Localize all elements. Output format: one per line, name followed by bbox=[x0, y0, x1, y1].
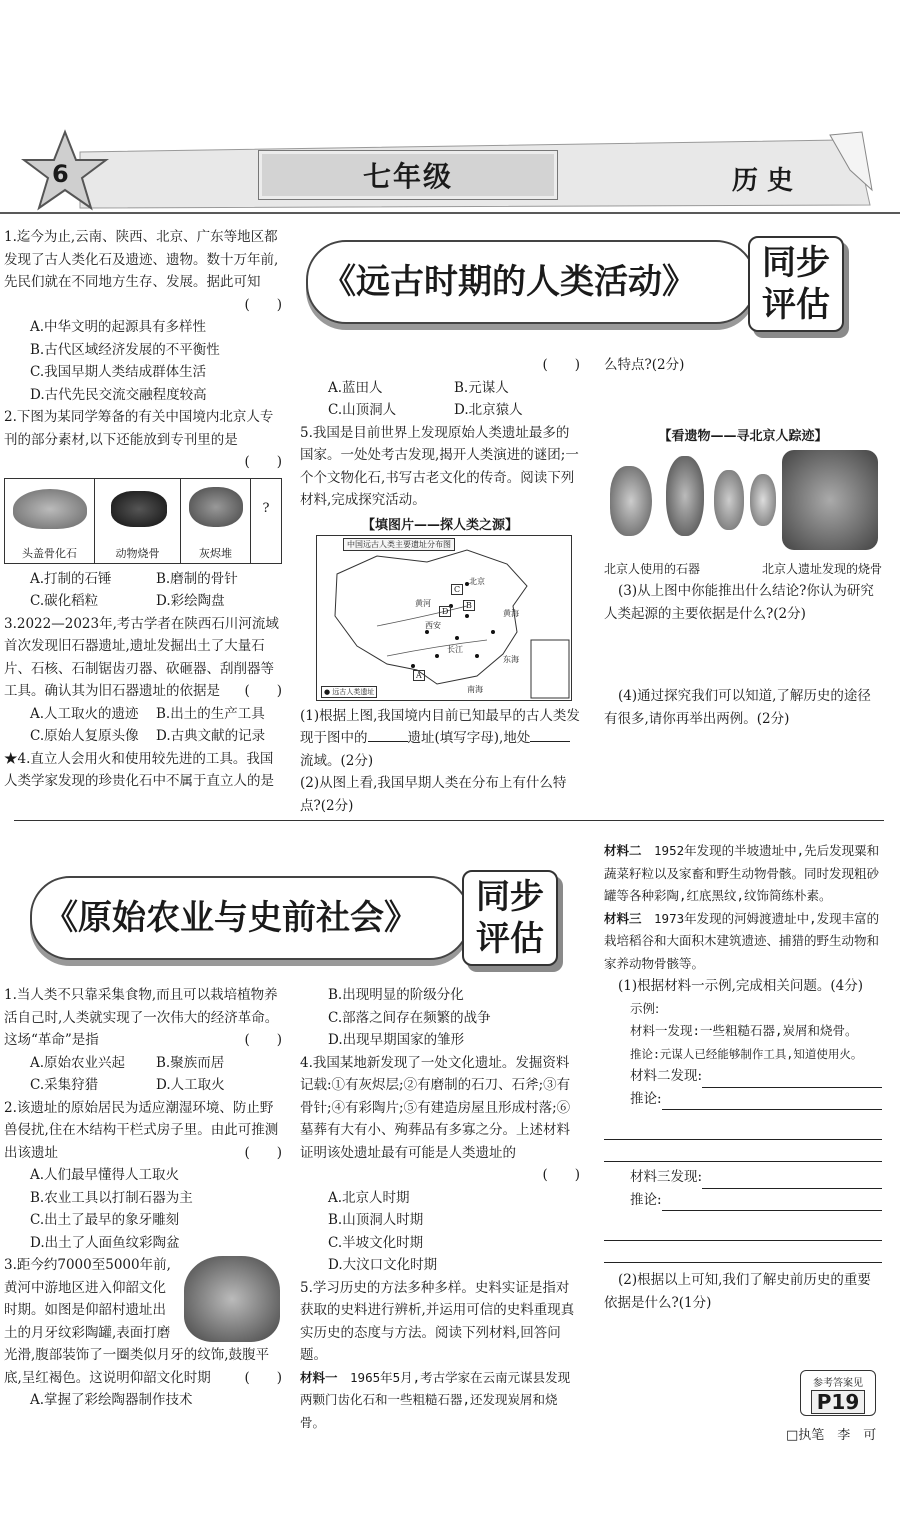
answer-blank[interactable] bbox=[530, 741, 570, 742]
painted-pottery-jar-image bbox=[184, 1256, 280, 1342]
q4-options-row1 bbox=[300, 377, 580, 400]
q2-text: 2.下图为某同学筹备的有关中国境内北京人专刊的部分素材,以下还能放到专刊里的是 bbox=[4, 409, 274, 448]
q2-option-a[interactable]: A.人们最早懂得人工取火 bbox=[30, 1167, 180, 1183]
q5-sub4 bbox=[604, 685, 882, 730]
q1-options-row1 bbox=[4, 1052, 282, 1075]
map-marker-a: A bbox=[413, 670, 425, 681]
map-label-south-sea: 南海 bbox=[467, 684, 483, 694]
question-3 bbox=[4, 1254, 282, 1389]
q2-text: 2.该遗址的原始居民为适应潮湿环境、防止野兽侵扰,住在木结构干栏式房子里。由此可推测出该遗址 bbox=[4, 1099, 279, 1161]
answer-blank[interactable] bbox=[662, 1189, 882, 1212]
answer-blank[interactable] bbox=[662, 1088, 882, 1111]
section-divider bbox=[14, 820, 884, 821]
answer-line[interactable] bbox=[604, 1211, 882, 1241]
section1-title-text: 《远古时期的人类活动》 bbox=[322, 262, 696, 302]
stone-tool-2 bbox=[666, 456, 704, 536]
map-section-head: 【填图片——探人类之源】 bbox=[361, 517, 518, 533]
section2-title-text: 《原始农业与史前社会》 bbox=[44, 898, 418, 938]
artifact-captions bbox=[604, 558, 882, 581]
q2-image-table bbox=[4, 478, 282, 564]
q2-option-d[interactable]: D.彩绘陶盘 bbox=[156, 593, 225, 609]
q5-text: 5.我国是目前世界上发现原始人类遗址最多的国家。一处处考古发现,揭开人类演进的谜团;一个个文物化石,书写古老文化的传奇。阅读下列材料,完成探究活动。 bbox=[300, 424, 579, 508]
question-3 bbox=[4, 613, 282, 703]
map-label-east-sea: 东海 bbox=[503, 654, 519, 664]
page-header bbox=[0, 0, 900, 215]
q3-text: 3.2022—2023年,考古学者在陕西石川河流域首次发现旧石器遗址,遗址发掘出土了大量石片、石核、石制锯齿刃器、砍砸器、刮削器等工具。确认其为旧石器遗址的依据是 bbox=[4, 615, 279, 699]
answer-blank[interactable] bbox=[702, 1065, 882, 1088]
q2-option-c[interactable]: C.碳化稻粒 bbox=[30, 593, 99, 609]
map-title: 中国远古人类主要遗址分布图 bbox=[343, 538, 455, 551]
burnt-bone-photo bbox=[782, 450, 878, 550]
sub3-text: (3)从上图中你能推出什么结论?你认为研究人类起源的主要依据是什么?(2分) bbox=[604, 583, 874, 622]
artifact-images bbox=[604, 450, 882, 558]
subject-label: 历 史 bbox=[732, 166, 794, 196]
answer-paren[interactable]: ( ) bbox=[244, 683, 282, 699]
grade-label: 七年级 bbox=[362, 160, 453, 193]
section1-column1 bbox=[4, 226, 282, 793]
q1-option-c[interactable]: C.采集狩猎 bbox=[30, 1077, 99, 1093]
caption: 动物烧骨 bbox=[115, 546, 160, 560]
caption: 头盖骨化石 bbox=[22, 546, 77, 560]
section1-column2 bbox=[300, 354, 580, 814]
answer-blank[interactable] bbox=[702, 1166, 882, 1189]
answer-space[interactable] bbox=[604, 377, 882, 425]
ash-pile-cell bbox=[181, 479, 251, 563]
badge-line1: 同步 bbox=[476, 877, 544, 917]
burnt-bone-cell bbox=[95, 479, 181, 563]
material-3 bbox=[604, 908, 882, 976]
q4-option-d[interactable]: D.大汶口文化时期 bbox=[328, 1257, 438, 1273]
sub1-text-c: 流域。(2分) bbox=[300, 752, 374, 769]
map-marker-d: D bbox=[439, 606, 451, 617]
map-label-yangtze: 长江 bbox=[447, 644, 463, 654]
q4-text: 4.我国某地新发现了一处文化遗址。发掘资料记载:①有灰烬层;②有磨制的石刀、石斧;③有骨针;④有彩陶片;⑤有建造房屋且形成村落;⑥墓葬有大有小、殉葬品有多寡之分。上述材料证明该处遗址最有可能是人类遗址的 bbox=[300, 1054, 571, 1161]
answer-paren[interactable]: ( ) bbox=[244, 454, 282, 470]
answer-ref-page[interactable]: P19 bbox=[811, 1390, 865, 1414]
answer-paren[interactable]: ( ) bbox=[244, 1369, 282, 1386]
example-finding: 材料一发现:一些粗糙石器,炭屑和烧骨。 bbox=[630, 1023, 858, 1038]
map-marker-c: C bbox=[451, 584, 463, 595]
q4-option-c[interactable]: C.半坡文化时期 bbox=[328, 1234, 424, 1251]
section2-column2 bbox=[300, 984, 580, 1434]
answer-reference-box bbox=[800, 1370, 876, 1416]
section2-badge bbox=[462, 870, 558, 966]
q3-option-c[interactable]: C.部落之间存在频繁的战争 bbox=[328, 1009, 491, 1026]
page-number: 6 bbox=[52, 160, 69, 188]
answer-paren[interactable]: ( ) bbox=[244, 296, 282, 313]
sub2-text: (2)从图上看,我国早期人类在分布上有什么特点?(2分) bbox=[300, 775, 567, 814]
q1-option-c[interactable]: C.我国早期人类结成群体生活 bbox=[30, 364, 207, 380]
q2-option-d[interactable]: D.出土了人面鱼纹彩陶盆 bbox=[30, 1234, 180, 1251]
q4-option-b[interactable]: B.元谋人 bbox=[454, 379, 509, 396]
question-mark: ? bbox=[262, 500, 270, 516]
answer-space[interactable] bbox=[604, 625, 882, 685]
badge-line1: 同步 bbox=[762, 243, 830, 283]
q3-option-a[interactable]: A.掌握了彩绘陶器制作技术 bbox=[30, 1392, 193, 1408]
q3-option-c[interactable]: C.原始人复原头像 bbox=[30, 728, 139, 744]
m2-finding-label: 材料二发现: bbox=[630, 1068, 703, 1084]
q1-option-b[interactable]: B.聚族而居 bbox=[156, 1054, 225, 1071]
q2-option-a[interactable]: A.打制的石锤 bbox=[30, 570, 112, 587]
question-4 bbox=[4, 748, 282, 793]
caption: 灰烬堆 bbox=[199, 546, 232, 560]
china-map bbox=[316, 535, 572, 701]
map-label-xian: 西安 bbox=[425, 620, 441, 630]
section1-badge bbox=[748, 236, 844, 332]
q2-option-b[interactable]: B.农业工具以打制石器为主 bbox=[30, 1189, 193, 1206]
question-5 bbox=[300, 1277, 580, 1367]
stone-tool-3 bbox=[714, 470, 744, 530]
m3-inference-row bbox=[604, 1189, 882, 1212]
q5-sub2: (2)根据以上可知,我们了解史前历史的重要依据是什么?(1分) bbox=[604, 1272, 871, 1311]
example-inference: 推论:元谋人已经能够制作工具,知道使用火。 bbox=[630, 1046, 863, 1061]
material-2-label: 材料二 bbox=[604, 843, 642, 858]
ash-pile-image bbox=[189, 487, 243, 527]
q3-option-b[interactable]: B.出土的生产工具 bbox=[156, 705, 265, 722]
q3-options-row2 bbox=[4, 725, 282, 748]
material-1 bbox=[300, 1367, 580, 1435]
m3-inference-label: 推论: bbox=[630, 1191, 662, 1208]
q1-option-d[interactable]: D.人工取火 bbox=[156, 1077, 225, 1093]
example-label: 示例: bbox=[630, 1000, 660, 1016]
section1-title bbox=[306, 240, 756, 324]
q4-option-c[interactable]: C.山顶洞人 bbox=[328, 402, 397, 418]
burnt-bone-image bbox=[111, 491, 167, 527]
map-outline bbox=[317, 536, 573, 702]
sub4-text: (4)通过探究我们可以知道,了解历史的途径有很多,请你再举出两例。(2分) bbox=[604, 688, 871, 727]
q4-text: ★4.直立人会用火和使用较先进的工具。我国人类学家发现的珍贵化石中不属于直立人的是 bbox=[4, 750, 274, 789]
q5-sub1 bbox=[300, 705, 580, 773]
q4-option-a[interactable]: A.蓝田人 bbox=[328, 379, 383, 396]
answer-line[interactable] bbox=[604, 1241, 882, 1263]
q4-option-d[interactable]: D.北京猿人 bbox=[454, 402, 523, 418]
q3-option-d[interactable]: D.出现早期国家的雏形 bbox=[328, 1032, 465, 1048]
m2-inference-label: 推论: bbox=[630, 1090, 662, 1107]
question-1 bbox=[4, 226, 282, 294]
q5-sub2 bbox=[300, 772, 580, 814]
sub1-text-a: (1)根据上图,我国境内目前已知最早的古人类发现于图中的 bbox=[300, 707, 580, 746]
map-label-beijing: 北京 bbox=[469, 576, 485, 586]
q5-sub3 bbox=[604, 580, 882, 625]
artifact-section-head: 【看遗物——寻北京人踪迹】 bbox=[658, 428, 828, 444]
q1-options-row2 bbox=[4, 1074, 282, 1097]
question-4 bbox=[300, 1052, 580, 1165]
stone-tool-4 bbox=[750, 474, 776, 526]
q1-text: 1.当人类不只靠采集食物,而且可以栽培植物养活自己时,人类就实现了一次伟大的经济革命。这场“革命”是指 bbox=[4, 987, 279, 1048]
material-3-label: 材料三 bbox=[604, 910, 642, 926]
q2-option-c[interactable]: C.出土了最早的象牙雕刻 bbox=[30, 1212, 180, 1228]
section2-title bbox=[30, 876, 470, 960]
map-marker-b: B bbox=[463, 600, 475, 611]
q4-option-a[interactable]: A.北京人时期 bbox=[328, 1189, 410, 1206]
q3-option-d[interactable]: D.古典文献的记录 bbox=[156, 728, 266, 744]
section2-column3 bbox=[604, 840, 882, 1314]
material-3-text: 1973年发现的河姆渡遗址中,发现丰富的栽培稻谷和大面积木建筑遗迹、捕猎的野生动物和家养动物骨骸等。 bbox=[604, 910, 880, 971]
question-5 bbox=[300, 422, 580, 512]
map-label-yellow-river: 黄河 bbox=[415, 598, 431, 608]
skull-fossil-image bbox=[13, 489, 87, 529]
material-1-text: 1965年5月,考古学家在云南元谋县发现两颗门齿化石和一些粗糙石器,还发现炭屑和烧骨。 bbox=[300, 1369, 571, 1430]
answer-paren[interactable]: ( ) bbox=[244, 1144, 282, 1161]
map-legend: ● 远古人类遗址 bbox=[321, 686, 377, 698]
q1-option-b[interactable]: B.古代区域经济发展的不平衡性 bbox=[30, 341, 220, 358]
q2-options-row2 bbox=[4, 590, 282, 613]
badge-line2: 评估 bbox=[762, 285, 830, 325]
q1-option-d[interactable]: D.古代先民交流交融程度较高 bbox=[30, 386, 207, 403]
q3-text: 3.距今约7000至5000年前,黄河中游地区进入仰韶文化时期。如图是仰韶村遗址出土的月牙纹彩陶罐,表面打磨光滑,腹部装饰了一圈类似月牙的纹饰,鼓腹平底,呈红褐色。这说明仰韶文化时期 bbox=[4, 1257, 270, 1386]
material-1-label: 材料一 bbox=[300, 1369, 338, 1385]
m2-inference-row bbox=[604, 1088, 882, 1111]
sub1-text-b: 遗址(填写字母),地处 bbox=[407, 730, 531, 746]
m3-finding-row bbox=[604, 1166, 882, 1189]
answer-blank[interactable] bbox=[368, 741, 408, 742]
question-2 bbox=[4, 1097, 282, 1165]
section2-column1 bbox=[4, 984, 282, 1412]
answer-ref-label: 参考答案见 bbox=[813, 1378, 863, 1389]
answer-line[interactable] bbox=[604, 1140, 882, 1162]
material-2-text: 1952年发现的半坡遗址中,先后发现粟和蔬菜籽粒以及家畜和野生动物骨骸。同时发现粗砂罐等各种彩陶,红底黑纹,纹饰简练朴素。 bbox=[604, 843, 880, 903]
m2-finding-row bbox=[604, 1065, 882, 1088]
q3-option-b[interactable]: B.出现明显的阶级分化 bbox=[328, 987, 464, 1003]
unknown-cell bbox=[251, 479, 281, 563]
q5-text: 5.学习历史的方法多种多样。史料实证是指对获取的史料进行辨析,并运用可信的史料重现真实历史的态度与方法。阅读下列材料,回答问题。 bbox=[300, 1279, 575, 1363]
q2-option-b[interactable]: B.磨制的骨针 bbox=[156, 570, 238, 587]
q1-option-a[interactable]: A.中华文明的起源具有多样性 bbox=[30, 319, 207, 335]
map-label-yellow-sea: 黄海 bbox=[503, 608, 519, 618]
question-1 bbox=[4, 984, 282, 1052]
q3-options-row1 bbox=[4, 703, 282, 726]
q2-options-row1 bbox=[4, 568, 282, 591]
q4-option-b[interactable]: B.山顶洞人时期 bbox=[328, 1212, 424, 1228]
material-2 bbox=[604, 840, 882, 908]
badge-line2: 评估 bbox=[476, 919, 544, 959]
caption-stone-tools: 北京人使用的石器 bbox=[604, 561, 701, 576]
caption-burnt-bones: 北京人遗址发现的烧骨 bbox=[761, 561, 882, 576]
section1-column3 bbox=[604, 354, 882, 730]
skull-fossil-cell bbox=[5, 479, 95, 563]
question-2 bbox=[4, 406, 282, 451]
answer-paren[interactable]: ( ) bbox=[542, 1167, 580, 1183]
q1-option-a[interactable]: A.原始农业兴起 bbox=[30, 1054, 126, 1071]
q3-option-a[interactable]: A.人工取火的遗迹 bbox=[30, 705, 139, 722]
m3-finding-label: 材料三发现: bbox=[630, 1169, 703, 1185]
stone-tool-1 bbox=[610, 466, 652, 536]
answer-paren[interactable]: ( ) bbox=[542, 357, 580, 373]
q1-text: 1.迄今为止,云南、陕西、北京、广东等地区都发现了古人类化石及遗迹、遗物。数十万年前,先民们就在不同地方生存、发展。据此可知 bbox=[4, 229, 279, 290]
answer-paren[interactable]: ( ) bbox=[244, 1032, 282, 1048]
q4-options-row2 bbox=[300, 399, 580, 422]
answer-line[interactable] bbox=[604, 1110, 882, 1140]
q5-sub2-continued: 么特点?(2分) bbox=[604, 357, 685, 373]
author-credit: □执笔 李 可 bbox=[786, 1428, 877, 1443]
q5-sub1: (1)根据材料一示例,完成相关问题。(4分) bbox=[618, 978, 864, 994]
